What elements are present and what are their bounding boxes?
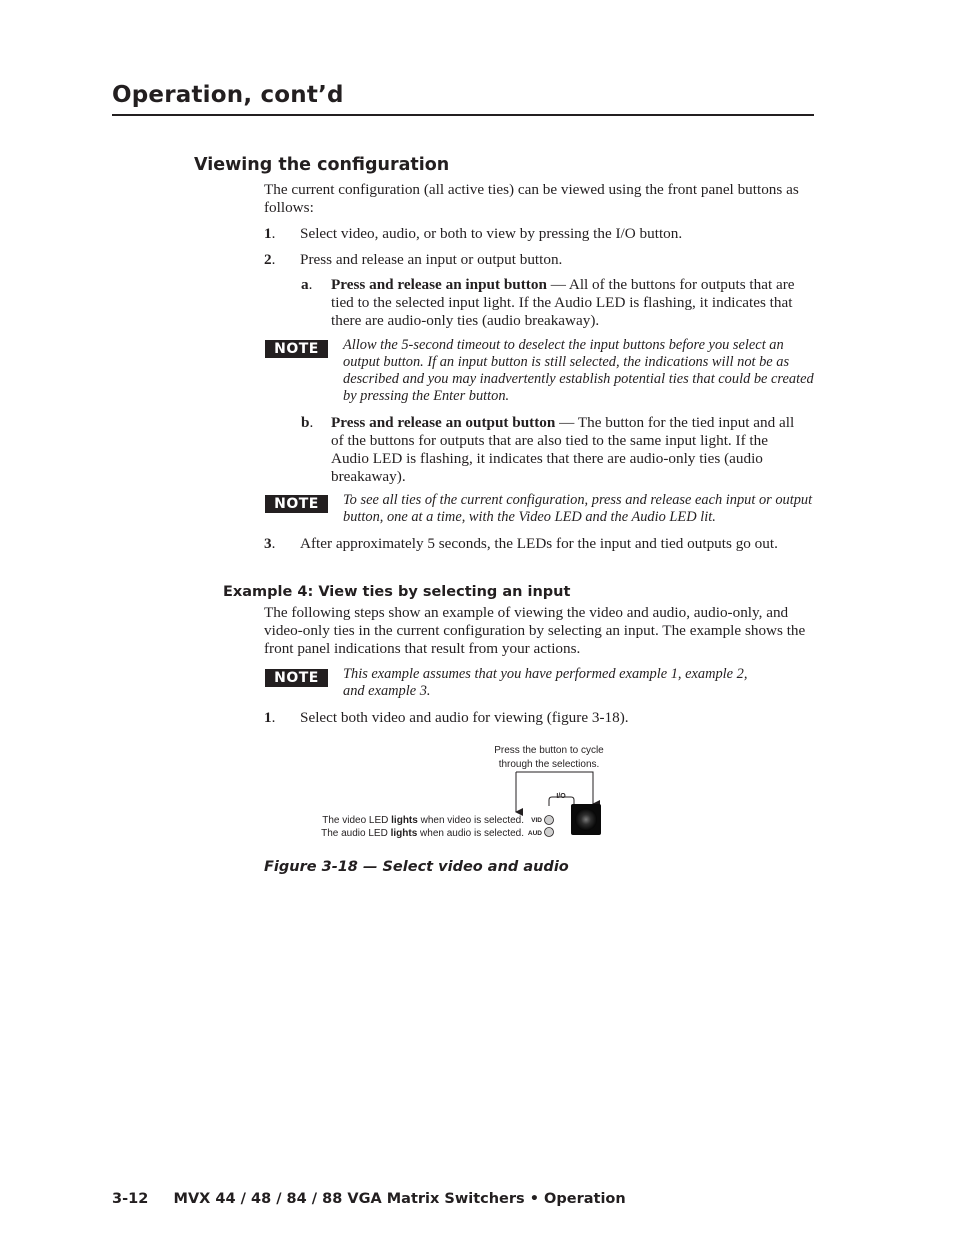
title-rule [112,114,814,116]
substep-text: Press and release an input button — All of the buttons for outputs that are tied to the selected input light. If the Audio LED is flashing, it indicates that there are audio-only ties (audio breakaway). [331,276,795,329]
substep-letter: b. [301,414,314,431]
substep-text: Press and release an output button — The button for the tied input and all of the buttons for outputs that are also tied to the same input light. If the Audio LED is flashing, it indicates that there are audio-only ties (audio breakaway). [331,414,795,485]
step-number: 3. [264,535,276,552]
note-badge: NOTE [265,669,328,687]
aud-label: AUD [527,830,542,837]
callout-line-2: through the selections. [498,759,600,770]
figure-select-video-audio [290,740,630,850]
page-title: Operation, cont’d [112,82,344,108]
note-text: To see all ties of the current configuration, press and release each input or output button, one at a time, with the Video LED and the Audio LED lit. [343,492,813,525]
figure-caption: Figure 3-18 — Select video and audio [264,859,569,875]
callout-line-1: Press the button to cycle [494,745,604,756]
note-text: Allow the 5-second timeout to deselect the input buttons before you select an output button. If an input button is still selected, the indications will not be as described and you may inadvertently establish potential ties that could be created by pressing the Enter button. [343,337,814,404]
step-text: Press and release an input or output button. [300,251,563,268]
vid-label: VID [531,817,542,824]
substep-letter: a. [301,276,313,293]
arrow-to-button [516,772,593,804]
io-label: I/O [556,793,566,800]
video-led-description: The video LED lights when video is selected. [322,815,524,826]
example-title: Example 4: View ties by selecting an input [223,584,571,600]
video-led [545,816,554,825]
note-badge: NOTE [265,340,328,358]
step-number: 1. [264,225,276,242]
section-title: Viewing the configuration [194,155,450,175]
io-button-face [575,809,597,831]
section-intro: The current configuration (all active ties) can be viewed using the front panel buttons as follows: [264,181,799,216]
step-text: Select video, audio, or both to view by pressing the I/O button. [300,225,683,242]
example-intro: The following steps show an example of viewing the video and audio, audio-only, and video-only ties in the current configuration by selecting an input. The example shows the front panel indications that result from your actions. [264,604,806,657]
step-text: After approximately 5 seconds, the LEDs for the input and tied outputs go out. [300,535,778,552]
figure-diagram [290,740,630,850]
step-text: Select both video and audio for viewing (figure 3-18). [300,709,629,726]
audio-led-description: The audio LED lights when audio is selected. [321,828,524,839]
audio-led [545,828,554,837]
step-number: 1. [264,709,276,726]
note-text: This example assumes that you have performed example 1, example 2, and example 3. [343,666,748,699]
step-number: 2. [264,251,276,268]
substep-bold: Press and release an input button [331,276,547,293]
substep-bold: Press and release an output button [331,414,556,431]
note-badge: NOTE [265,495,328,513]
page-footer: 3-12 MVX 44 / 48 / 84 / 88 VGA Matrix Switchers • Operation [112,1191,626,1207]
